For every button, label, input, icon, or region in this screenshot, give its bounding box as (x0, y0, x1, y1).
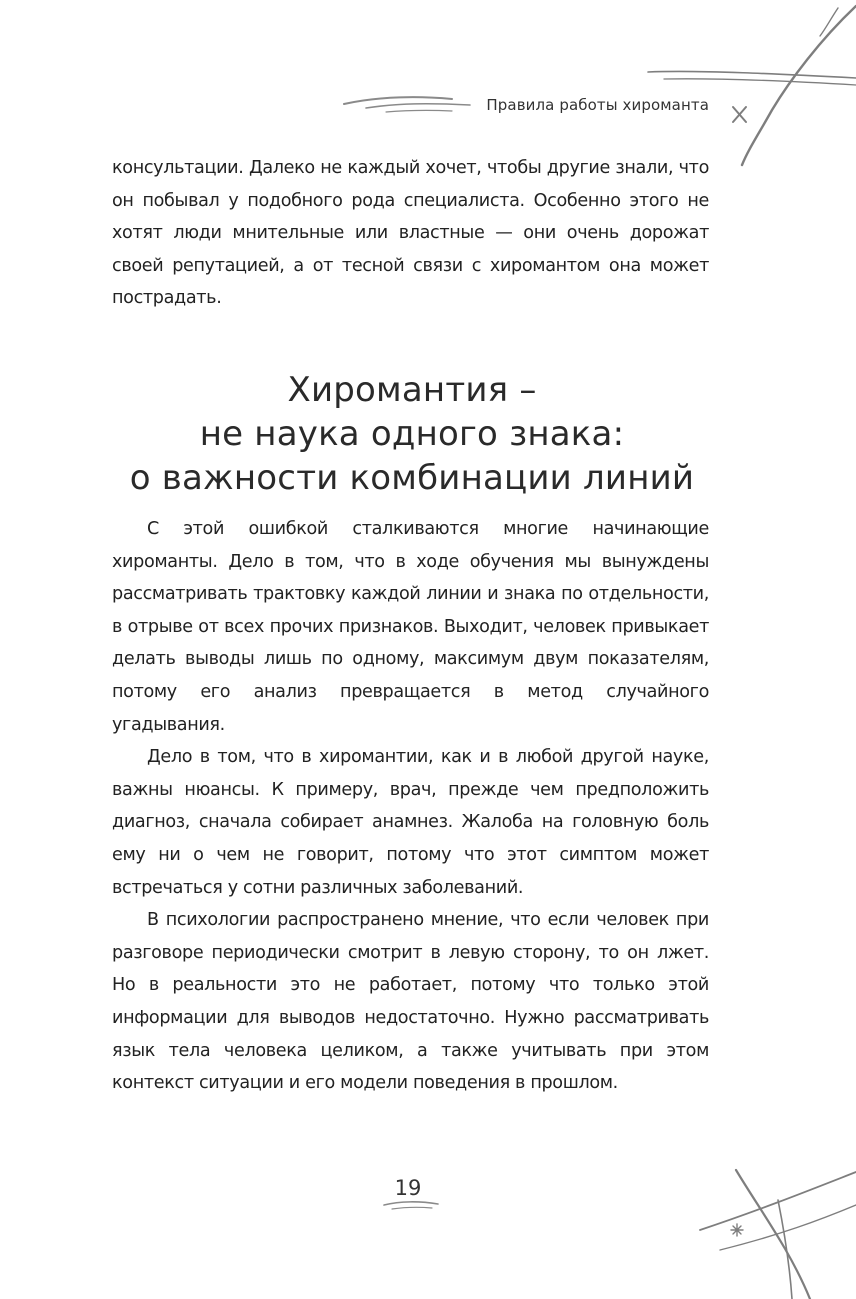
section-heading (112, 368, 712, 500)
paragraph-3: В психологии распространено мнение, что если человек при разговоре периодически смотрит в левую сторону, то он лжет. Но в реальности это не работает, потому что только этой информации для выводов недостаточно. Нужно рассматривать язык тела человека целиком, а также учитывать при этом контекст ситуации и его модели поведения в прошлом. (112, 910, 709, 1094)
sketched-star-lines-icon (700, 1170, 856, 1299)
heading-line-2: не наука одного знака: (199, 414, 625, 454)
page-number: 19 (394, 1176, 422, 1200)
swoosh-lines-icon (344, 97, 470, 112)
intro-paragraph: консультации. Далеко не каждый хочет, чтобы другие знали, что он побывал у подобного рода специалиста. Особенно этого не хотят люди мнительные или властные — они очень дорожат своей репутацией, а от тесной связи с хиромантом она может пострадать. (112, 158, 709, 309)
running-head: Правила работы хироманта (486, 96, 709, 114)
heading-line-3: о важности комбинации линий (129, 458, 695, 498)
intro-text (112, 152, 709, 315)
sketched-cross-lines-icon (648, 6, 856, 165)
heading-line-1: Хиромантия – (287, 370, 537, 410)
swoosh-underline-icon (384, 1202, 438, 1209)
body-text (112, 513, 709, 1100)
paragraph-2: Дело в том, что в хиромантии, как и в любой другой науке, важны нюансы. К примеру, врач, прежде чем предположить диагноз, сначала собирает анамнез. Жалоба на головную боль ему ни о чем не говорит, потому что этот симптом может встречаться у сотни различных заболеваний. (112, 747, 709, 898)
paragraph-1: С этой ошибкой сталкиваются многие начинающие хироманты. Дело в том, что в ходе обучения мы вынуждены рассматривать трактовку каждой линии и знака по отдельности, в отрыве от всех прочих признаков. Выходит, человек привыкает делать выводы лишь по одному, максимум двум показателям, потому его анализ превращается в метод случайного угадывания. (112, 519, 709, 735)
